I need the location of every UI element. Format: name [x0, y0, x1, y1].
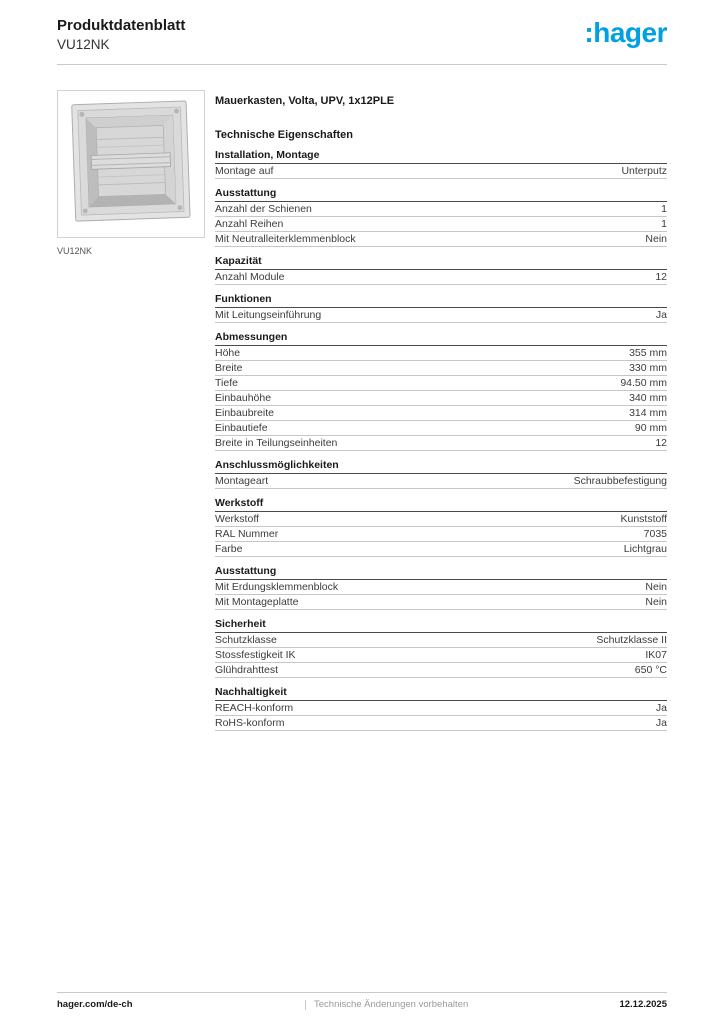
hager-logo — [584, 19, 667, 47]
spec-label: Anzahl der Schienen — [215, 202, 312, 215]
logo-text: hager — [593, 17, 667, 48]
spec-label: Mit Erdungsklemmenblock — [215, 580, 339, 593]
page-header — [57, 17, 667, 52]
spec-label: Mit Montageplatte — [215, 595, 299, 608]
spec-row — [215, 308, 667, 323]
spec-label: Breite in Teilungseinheiten — [215, 436, 338, 449]
doc-type-title: Produktdatenblatt — [57, 17, 186, 34]
spec-row — [215, 474, 667, 489]
spec-section — [215, 331, 667, 451]
spec-label: Höhe — [215, 346, 241, 359]
section-title: Installation, Montage — [215, 149, 667, 164]
spec-value: 1 — [661, 217, 667, 230]
spec-label: Anzahl Module — [215, 270, 285, 283]
header-title-block — [57, 17, 185, 52]
section-title: Ausstattung — [215, 187, 667, 202]
section-title: Anschlussmöglichkeiten — [215, 459, 667, 474]
section-rows — [215, 202, 667, 247]
spec-sections — [215, 149, 667, 731]
spec-value: 7035 — [643, 527, 667, 540]
image-caption: VU12NK — [57, 246, 93, 256]
section-rows — [215, 308, 667, 323]
specs-heading: Technische Eigenschaften — [215, 129, 353, 141]
main-content — [57, 90, 667, 731]
product-code: VU12NK — [57, 37, 110, 53]
spec-row — [215, 217, 667, 232]
spec-value: IK07 — [645, 648, 667, 661]
spec-value: 12 — [655, 436, 667, 449]
spec-value: 314 mm — [629, 406, 667, 419]
page-footer — [57, 998, 667, 1012]
spec-value: 330 mm — [629, 361, 667, 374]
spec-row — [215, 716, 667, 731]
spec-value: 94.50 mm — [620, 376, 667, 389]
spec-label: Werkstoff — [215, 512, 259, 525]
spec-section — [215, 255, 667, 285]
section-title: Nachhaltigkeit — [215, 686, 667, 701]
wall-box-drawing — [58, 91, 204, 237]
section-rows — [215, 270, 667, 285]
section-rows — [215, 346, 667, 451]
spec-row — [215, 376, 667, 391]
spec-row — [215, 164, 667, 179]
spec-value: Schraubbefestigung — [573, 474, 667, 487]
footer-website-link[interactable]: hager.com/de-ch — [57, 999, 133, 1010]
spec-value: 12 — [655, 270, 667, 283]
product-title: Mauerkasten, Volta, UPV, 1x12PLE — [215, 95, 395, 107]
specs-column — [215, 90, 667, 731]
section-title: Ausstattung — [215, 565, 667, 580]
spec-row — [215, 512, 667, 527]
spec-label: Einbauhöhe — [215, 391, 272, 404]
spec-row — [215, 436, 667, 451]
spec-value: 90 mm — [634, 421, 667, 434]
footer-notice-group — [305, 998, 468, 1012]
spec-row — [215, 202, 667, 217]
section-title: Werkstoff — [215, 497, 667, 512]
spec-value: 650 °C — [634, 663, 667, 676]
spec-label: Mit Neutralleiterklemmenblock — [215, 232, 356, 245]
spec-row — [215, 663, 667, 678]
section-title: Funktionen — [215, 293, 667, 308]
spec-row — [215, 421, 667, 436]
spec-label: RoHS-konform — [215, 716, 285, 729]
spec-label: Breite — [215, 361, 243, 374]
spec-value: 340 mm — [629, 391, 667, 404]
spec-row — [215, 346, 667, 361]
spec-label: Schutzklasse — [215, 633, 277, 646]
spec-value: Nein — [645, 580, 667, 593]
spec-value: Unterputz — [621, 164, 667, 177]
footer-notice: Technische Änderungen vorbehalten — [314, 999, 469, 1010]
spec-label: Einbaubreite — [215, 406, 274, 419]
section-title: Kapazität — [215, 255, 667, 270]
spec-row — [215, 542, 667, 557]
logo-colon: : — [584, 17, 594, 48]
spec-label: Mit Leitungseinführung — [215, 308, 322, 321]
spec-section — [215, 686, 667, 731]
spec-row — [215, 527, 667, 542]
footer-divider-line — [57, 992, 667, 993]
spec-section — [215, 565, 667, 610]
spec-value: Lichtgrau — [623, 542, 667, 555]
footer-vertical-divider — [305, 1000, 306, 1010]
spec-value: Ja — [655, 701, 667, 714]
spec-row — [215, 361, 667, 376]
section-rows — [215, 512, 667, 557]
spec-label: Anzahl Reihen — [215, 217, 284, 230]
section-rows — [215, 474, 667, 489]
spec-value: 355 mm — [629, 346, 667, 359]
spec-section — [215, 293, 667, 323]
section-rows — [215, 701, 667, 731]
section-title: Abmessungen — [215, 331, 667, 346]
spec-label: Einbautiefe — [215, 421, 268, 434]
spec-value: Ja — [655, 308, 667, 321]
spec-row — [215, 580, 667, 595]
spec-row — [215, 391, 667, 406]
header-divider-line — [57, 64, 667, 65]
spec-section — [215, 459, 667, 489]
spec-label: Tiefe — [215, 376, 238, 389]
spec-section — [215, 187, 667, 247]
spec-value: Kunststoff — [620, 512, 667, 525]
spec-section — [215, 497, 667, 557]
footer-date: 12.12.2025 — [619, 999, 667, 1010]
spec-value: Nein — [645, 595, 667, 608]
section-title: Sicherheit — [215, 618, 667, 633]
spec-label: Montageart — [215, 474, 269, 487]
spec-label: Stossfestigkeit IK — [215, 648, 296, 661]
spec-row — [215, 701, 667, 716]
spec-row — [215, 633, 667, 648]
spec-row — [215, 648, 667, 663]
spec-value: Schutzklasse II — [596, 633, 667, 646]
spec-label: RAL Nummer — [215, 527, 279, 540]
spec-value: Nein — [645, 232, 667, 245]
spec-label: REACH-konform — [215, 701, 294, 714]
spec-row — [215, 406, 667, 421]
spec-label: Montage auf — [215, 164, 274, 177]
spec-label: Farbe — [215, 542, 243, 555]
spec-row — [215, 595, 667, 610]
section-rows — [215, 633, 667, 678]
image-column — [57, 90, 205, 256]
spec-value: Ja — [655, 716, 667, 729]
spec-label: Glühdrahttest — [215, 663, 279, 676]
spec-section — [215, 149, 667, 179]
section-rows — [215, 580, 667, 610]
section-rows — [215, 164, 667, 179]
product-image — [57, 90, 205, 238]
spec-value: 1 — [661, 202, 667, 215]
spec-row — [215, 232, 667, 247]
spec-section — [215, 618, 667, 678]
spec-row — [215, 270, 667, 285]
